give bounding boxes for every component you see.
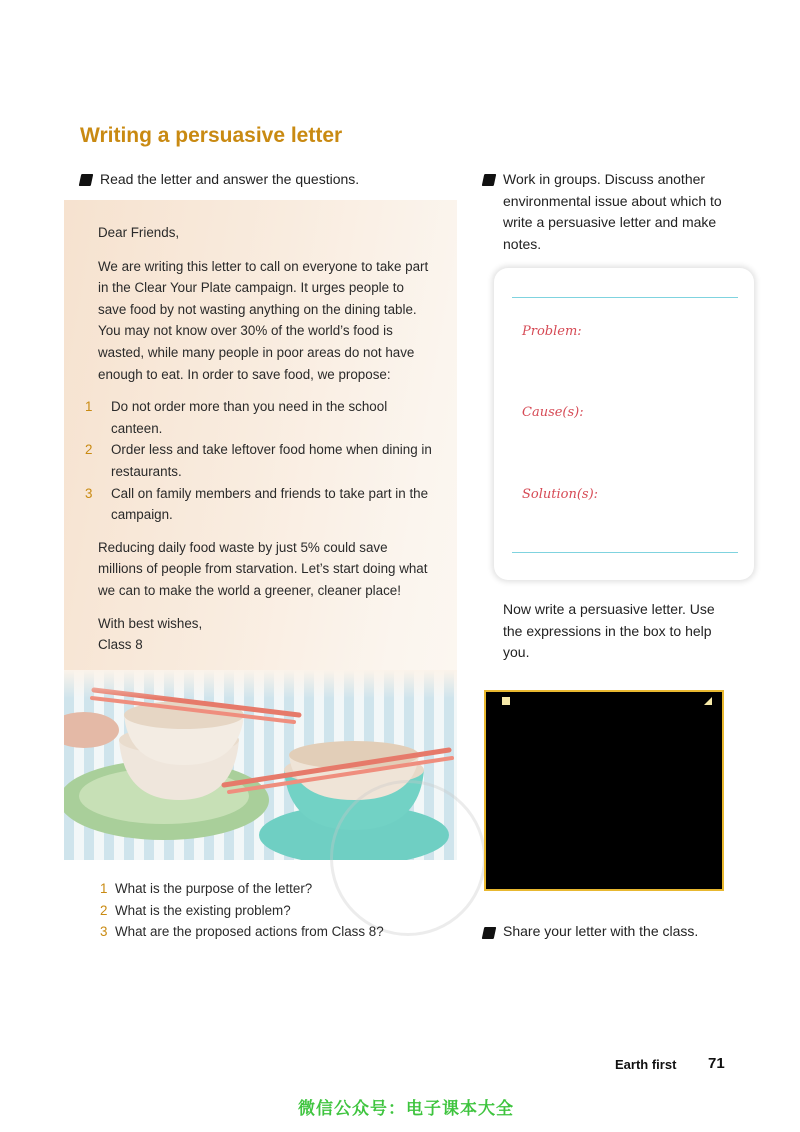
notes-card [494,268,754,580]
letter-closing: With best wishes, [98,615,203,631]
section-heading: Writing a persuasive letter [80,124,343,147]
left-instruction: Read the letter and answer the questions. [100,171,360,187]
letter-card [64,200,457,860]
letter-paragraph-1: We are writing this letter to call on everyone to take part in the Clear Your Plate campaign. It urges people to save food by not wasting anything on the dining table. You may not know over 30% of the world’s food is wasted, while many people in poor areas do not have enough to eat. In order to save food, we propose: [98,258,429,382]
question-item: 2 What is the existing problem? [100,902,291,918]
letter-body [85,222,433,667]
notes-bottom-line [512,552,738,553]
expressions-box [484,690,724,891]
problem-label: Problem: [522,324,582,339]
share-instruction: Share your letter with the class. [503,923,699,939]
question-list [100,878,384,943]
write-instruction: Now write a persuasive letter. Use the expressions in the box to help you. [503,601,715,660]
proposal-item: 1 Do not order more than you need in the school canteen. [85,399,388,436]
corner-left-icon [502,697,510,705]
proposal-item: 3 Call on family members and friends to take part in the campaign. [85,485,429,523]
instruction-bullet-icon [482,174,497,186]
right-instruction: Work in groups. Discuss another environmental issue about which to write a persuasive letter and make notes. [503,171,722,252]
letter-paragraph-2: Reducing daily food waste by just 5% could save millions of people from starvation. Let’s start doing what we can to make the world a greener, cleaner place! [98,539,428,598]
question-item: 1 What is the purpose of the letter? [100,881,313,896]
solutions-label: Solution(s): [522,487,599,502]
letter-signature: Class 8 [98,637,143,653]
notes-top-line [512,297,738,298]
wechat-watermark: 微信公众号：电子课本大全 [298,1099,514,1118]
proposal-item: 2 Order less and take leftover food home when dining in restaurants. [85,442,432,479]
letter-greeting: Dear Friends, [98,225,180,240]
instruction-bullet-icon [79,174,94,186]
unit-title: Earth first [615,1057,677,1072]
instruction-bullet-icon [482,927,497,939]
corner-right-icon [704,697,712,705]
causes-label: Cause(s): [522,405,584,420]
proposal-list [85,396,433,526]
page-number: 71 [708,1055,725,1072]
question-item: 3 What are the proposed actions from Class 8? [100,924,384,940]
